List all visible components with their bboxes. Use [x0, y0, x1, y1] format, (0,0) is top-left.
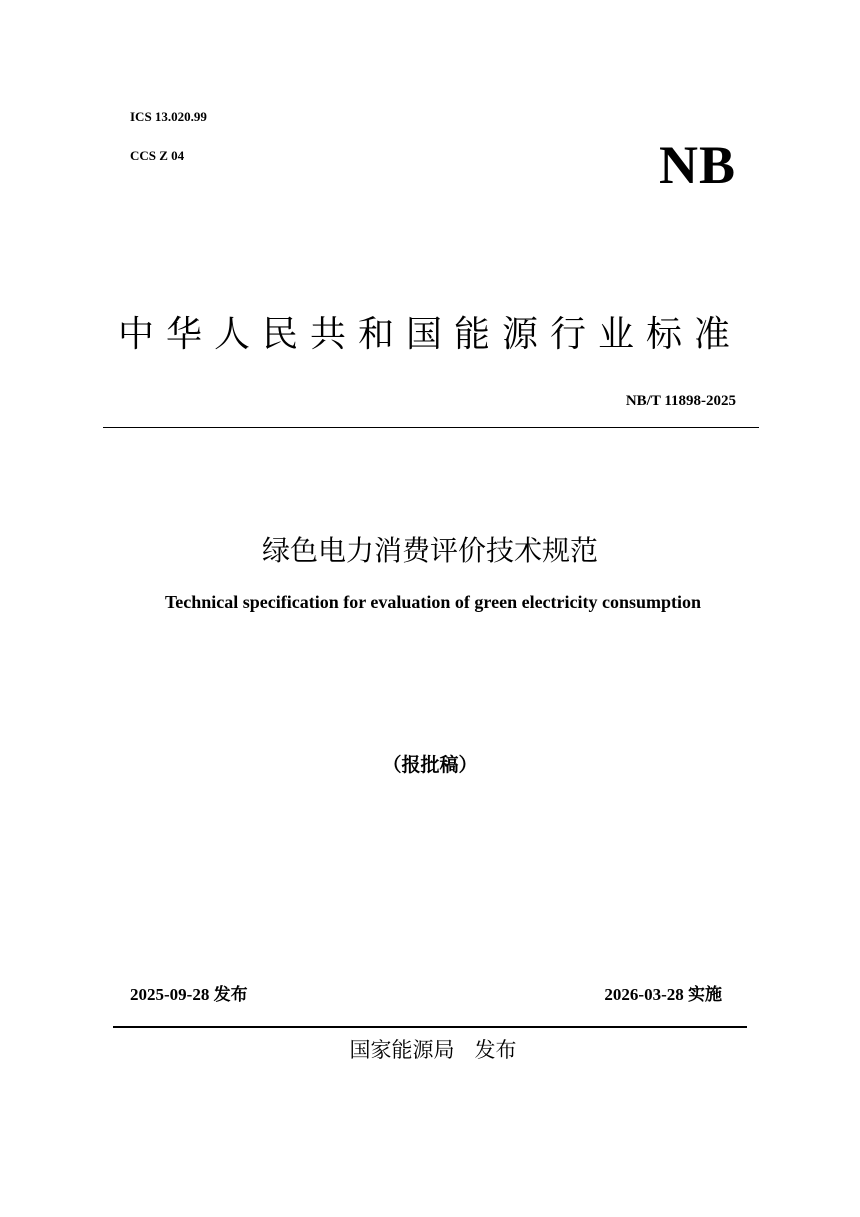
document-title-en: Technical specification for evaluation of green electricity consumption	[164, 592, 702, 612]
nb-logo: NB	[658, 135, 736, 195]
ics-code: ICS 13.020.99	[130, 109, 207, 124]
ccs-code: CCS Z 04	[130, 148, 185, 163]
document-title-cn: 绿色电力消费评价技术规范	[261, 534, 598, 567]
standard-number: NB/T 11898-2025	[625, 393, 736, 409]
issuer: 国家能源局 发布	[349, 1038, 517, 1062]
draft-status: （报批稿）	[382, 754, 478, 776]
implementation-date: 2026-03-28 实施	[604, 985, 722, 1004]
standard-title: 中华人民共和国能源行业标准	[117, 314, 742, 355]
bottom-divider	[113, 1026, 747, 1028]
issue-date: 2025-09-28 发布	[130, 985, 248, 1004]
top-divider	[103, 427, 759, 428]
